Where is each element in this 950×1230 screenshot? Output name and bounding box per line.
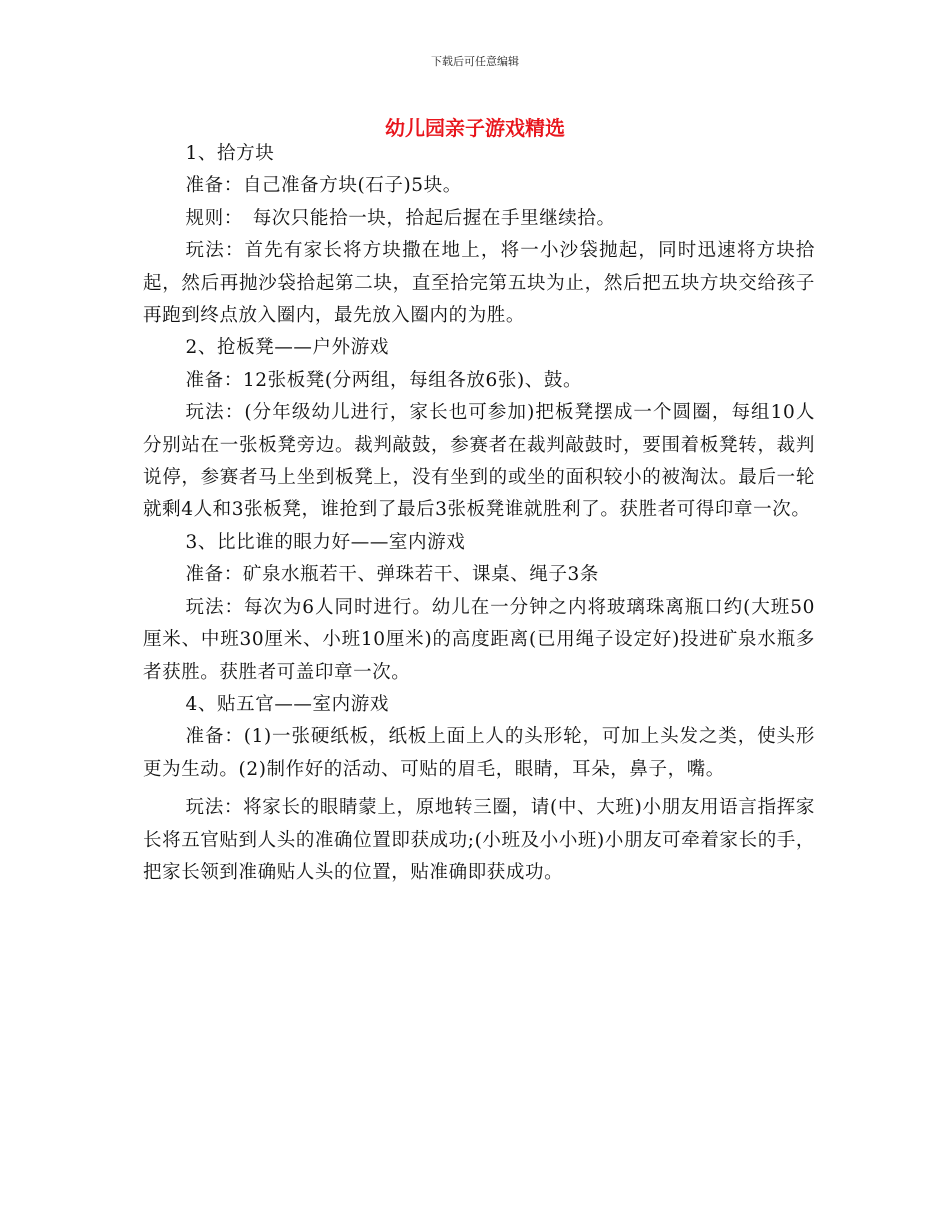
paragraph-prep-1: 准备：自己准备方块(石子)5块。: [185, 175, 462, 197]
paragraph-prep-2: 准备：12张板凳(分两组，每组各放6张)、鼓。: [185, 369, 583, 391]
paragraph-play-3: 玩法：每次为6人同时进行。幼儿在一分钟之内将玻璃珠离瓶口约(大班50厘米、中班30厘米、小班10厘米)的高度距离(已用绳子设定好)投进矿泉水瓶多者获胜。获胜者可盖印章一次。: [143, 596, 815, 683]
paragraph-play-4: 玩法：将家长的眼睛蒙上，原地转三圈，请(中、大班)小朋友用语言指挥家长将五官贴到人头的准确位置即获成功;(小班及小小班)小朋友可牵着家长的手，把家长领到准确贴人头的位置，贴准确即获成功。: [143, 797, 815, 883]
document-title: 幼儿园亲子游戏精选: [385, 116, 565, 140]
section-heading-1: 1、拾方块: [185, 143, 275, 164]
paragraph-play-1: 玩法：首先有家长将方块撒在地上，将一小沙袋抛起，同时迅速将方块拾起，然后再抛沙袋拾起第二块，直至拾完第五块为止，然后把五块方块交给孩子再跑到终点放入圈内，最先放入圈内的为胜。: [143, 240, 815, 327]
paragraph-prep-3: 准备：矿泉水瓶若干、弹珠若干、课桌、绳子3条: [185, 564, 600, 586]
paragraph-play-2: 玩法：(分年级幼儿进行，家长也可参加)把板凳摆成一个圆圈，每组10人分别站在一张板凳旁边。裁判敲鼓，参赛者在裁判敲鼓时，要围着板凳转，裁判说停，参赛者马上坐到板凳上，没有坐到的或坐的面积较小的被淘汰。最后一轮就剩4人和3张板凳，谁抢到了最后3张板凳谁就胜利了。获胜者可得印章一次。: [143, 402, 815, 521]
header-note: 下载后可任意编辑: [431, 55, 519, 68]
paragraph-prep-4: 准备：(1)一张硬纸板，纸板上面上人的头形轮，可加上头发之类，使头形更为生动。(2)制作好的活动、可贴的眉毛，眼睛，耳朵，鼻子，嘴。: [143, 726, 815, 780]
section-heading-4: 4、贴五官——室内游戏: [185, 693, 389, 715]
section-heading-3: 3、比比谁的眼力好——室内游戏: [185, 531, 466, 553]
paragraph-rules-1: 规则： 每次只能拾一块，拾起后握在手里继续拾。: [185, 207, 616, 229]
document-body: [143, 138, 815, 889]
section-heading-2: 2、抢板凳——户外游戏: [185, 337, 389, 359]
